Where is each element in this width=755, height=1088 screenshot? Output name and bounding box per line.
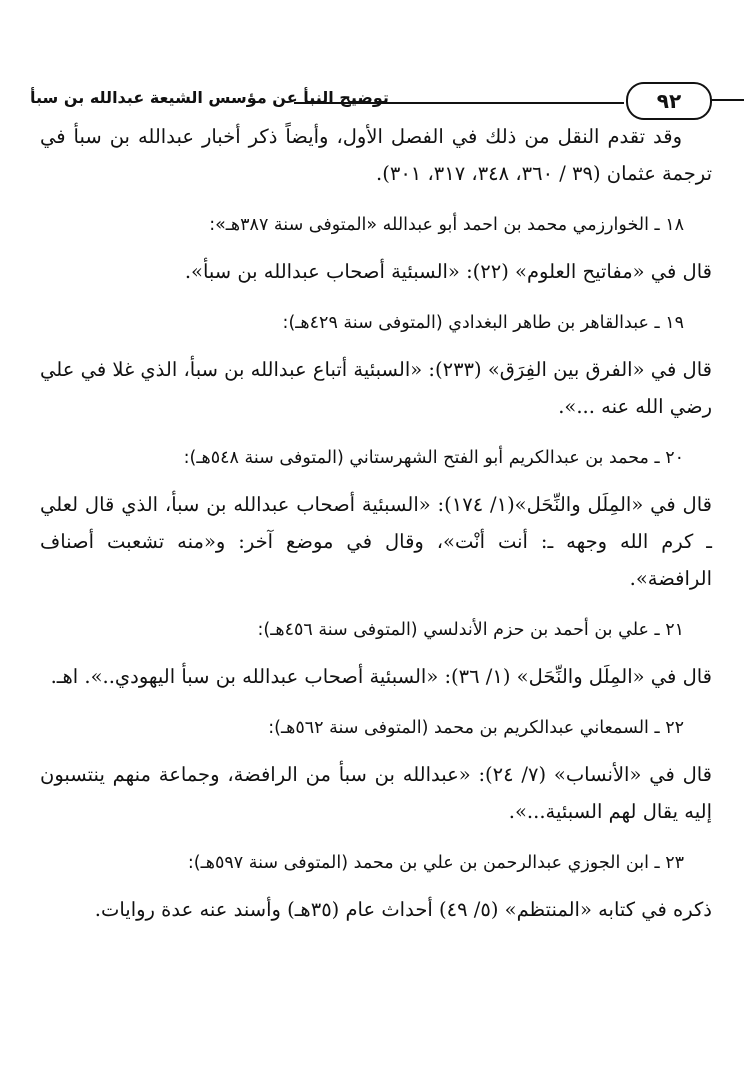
entry-20-quote: قال في «المِلَل والنِّحَل»(١/ ١٧٤): «السبئية أصحاب عبدالله بن سبأ، الذي قال لعلي ـ كرم الله وجهه ـ: أنت أنْت»، وقال في موضع آخر: و«منه تشعبت أصناف الرافضة». bbox=[40, 493, 712, 590]
entry-22-quote: قال في «الأنساب» (٧/ ٢٤): «عبدالله بن سبأ من الرافضة، وجماعة منهم ينتسبون إليه يقال لهم السبئية...». bbox=[40, 763, 712, 823]
entry-18-quote: قال في «مفاتيح العلوم» (٢٢): «السبئية أصحاب عبدالله بن سبأ». bbox=[184, 260, 712, 283]
entry-21-heading: ٢١ ـ علي بن أحمد بن حزم الأندلسي (المتوفى سنة ٤٥٦هـ): bbox=[257, 620, 684, 640]
entry-21-quote: قال في «المِلَل والنِّحَل» (١/ ٣٦): «السبئية أصحاب عبدالله بن سبأ اليهودي..». اهـ. bbox=[50, 665, 712, 688]
entry-19-quote: قال في «الفرق بين الفِرَق» (٢٣٣): «السبئية أتباع عبدالله بن سبأ، الذي غلا في علي رضي الله عنه ...». bbox=[40, 358, 712, 418]
entry-23-quote: ذكره في كتابه «المنتظم» (٥/ ٤٩) أحداث عام (٣٥هـ) وأسند عنه عدة روايات. bbox=[94, 898, 712, 921]
header-rule bbox=[294, 102, 624, 104]
entry-20-heading: ٢٠ ـ محمد بن عبدالكريم أبو الفتح الشهرستاني (المتوفى سنة ٥٤٨هـ): bbox=[183, 448, 684, 468]
header-rule-tail bbox=[710, 99, 744, 101]
page-body bbox=[40, 118, 712, 943]
entry-22-heading: ٢٢ ـ السمعاني عبدالكريم بن محمد (المتوفى سنة ٥٦٢هـ): bbox=[268, 718, 684, 738]
entry-23-heading: ٢٣ ـ ابن الجوزي عبدالرحمن بن علي بن محمد (المتوفى سنة ٥٩٧هـ): bbox=[187, 853, 684, 873]
running-title: توضيح النبأ عن مؤسس الشيعة عبدالله بن سبأ bbox=[30, 88, 389, 107]
intro-paragraph: وقد تقدم النقل من ذلك في الفصل الأول، وأيضاً ذكر أخبار عبدالله بن سبأ في ترجمة عثمان (٣٩ / ٣٦٠، ٣٤٨، ٣١٧، ٣٠١). bbox=[40, 125, 712, 185]
page-number: ٩٢ bbox=[626, 82, 712, 120]
entry-19-heading: ١٩ ـ عبدالقاهر بن طاهر البغدادي (المتوفى سنة ٤٢٩هـ): bbox=[282, 313, 684, 333]
entry-18-heading: ١٨ ـ الخوارزمي محمد بن احمد أبو عبدالله «المتوفى سنة ٣٨٧هـ»: bbox=[209, 215, 684, 235]
